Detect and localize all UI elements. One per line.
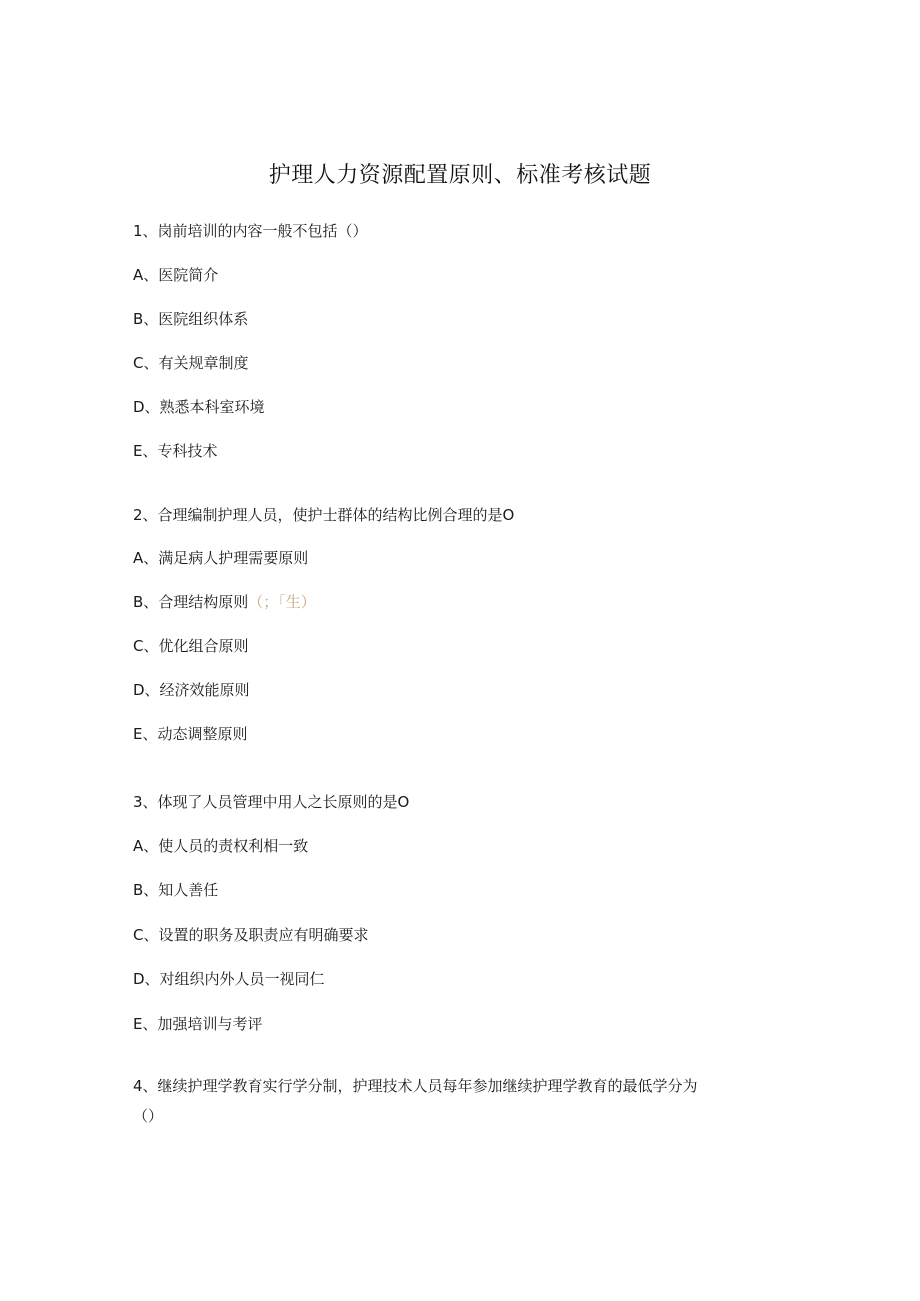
- question-3-option-b: B、知人善任: [133, 881, 219, 899]
- question-1-option-a: A、医院简介: [133, 266, 219, 284]
- question-1-stem: 1、岗前培训的内容一般不包括（）: [133, 222, 368, 240]
- question-1-option-d: D、熟悉本科室环境: [133, 398, 265, 416]
- question-1-option-c: C、有关规章制度: [133, 354, 249, 372]
- question-2-option-d: D、经济效能原则: [133, 681, 250, 699]
- question-3-option-c: C、设置的职务及职责应有明确要求: [133, 926, 369, 944]
- question-3-stem: 3、体现了人员管理中用人之长原则的是O: [133, 793, 410, 811]
- question-1-option-b: B、医院组织体系: [133, 310, 249, 328]
- question-4-stem: 4、继续护理学教育实行学分制，护理技术人员每年参加继续护理学教育的最低学分为: [133, 1077, 698, 1095]
- question-3-option-d: D、对组织内外人员一视同仁: [133, 970, 325, 988]
- question-3-option-a: A、使人员的责权利相一致: [133, 837, 309, 855]
- question-2-stem: 2、合理编制护理人员，使护士群体的结构比例合理的是O: [133, 506, 515, 524]
- question-4-stem-continued: （）: [133, 1107, 164, 1125]
- question-2-option-a: A、满足病人护理需要原则: [133, 549, 309, 567]
- question-3-option-e: E、加强培训与考评: [133, 1015, 263, 1033]
- question-2-option-b: B、合理结构原则: [133, 593, 249, 611]
- question-1-option-e: E、专科技术: [133, 442, 218, 460]
- faint-handwritten-note: （；「生）: [248, 593, 316, 611]
- question-2-option-b-row: [133, 591, 316, 613]
- question-2-option-e: E、动态调整原则: [133, 725, 248, 743]
- question-2-option-c: C、优化组合原则: [133, 637, 249, 655]
- document-title: 护理人力资源配置原则、标准考核试题: [268, 163, 652, 188]
